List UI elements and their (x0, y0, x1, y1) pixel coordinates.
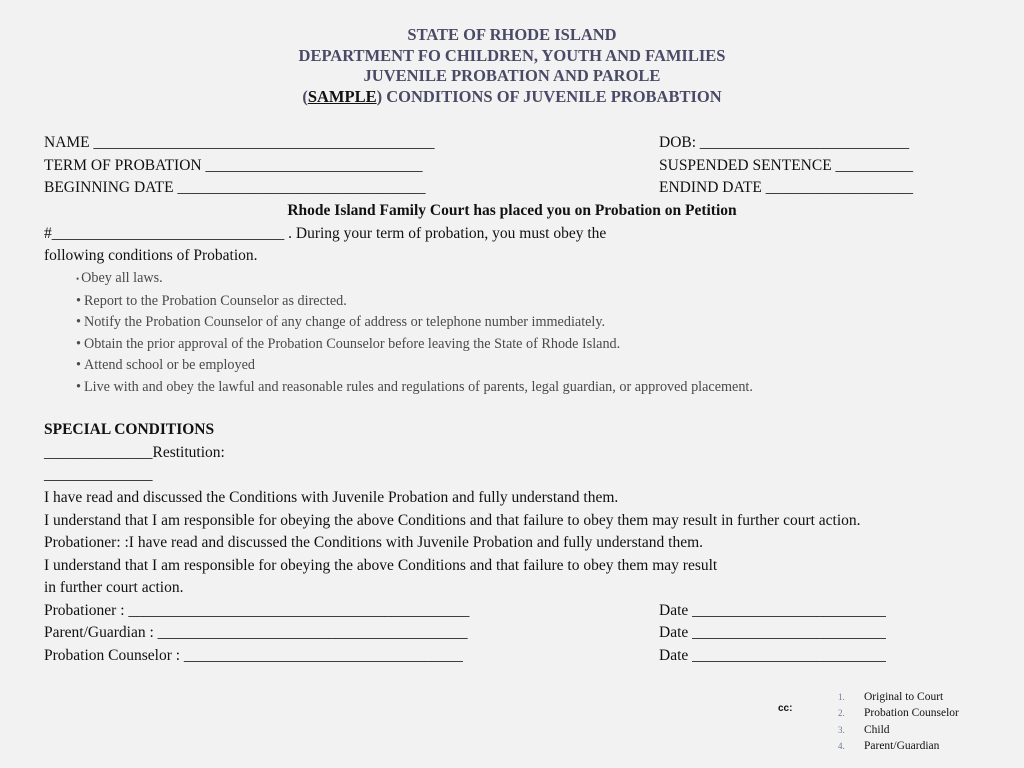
cc-label: cc: (778, 703, 793, 714)
list-item: 4. Parent/Guardian (838, 740, 940, 753)
header-department: DEPARTMENT FO CHILDREN, YOUTH AND FAMILIES (298, 45, 726, 65)
cc-list (838, 689, 959, 755)
document-header (0, 25, 1024, 107)
header-title: (SAMPLE) CONDITIONS OF JUVENILE PROBABTION (302, 86, 722, 106)
list-item: 1. Original to Court (838, 691, 944, 703)
list-item: • Live with and obey the lawful and reasonable rules and regulations of parents, legal guardian, or approved placement. (76, 378, 753, 395)
restitution-field[interactable]: ______________Restitution: (44, 444, 225, 461)
statement-responsible: I understand that I am responsible for obeying the above Conditions and that failure to obey them may result in further court action. (44, 512, 861, 529)
statement-court-action: in further court action. (44, 579, 184, 596)
list-item: • Obey all laws. (76, 270, 163, 286)
list-item: • Report to the Probation Counselor as directed. (76, 292, 347, 309)
counselor-signature-field[interactable]: Probation Counselor : ____________________________________ (44, 647, 463, 664)
dob-field[interactable]: DOB: ___________________________ (659, 134, 910, 151)
parent-date-field[interactable]: Date _________________________ (659, 624, 886, 641)
statement-read: I have read and discussed the Conditions with Juvenile Probation and fully understand them. (44, 489, 619, 506)
list-item: 3. Child (838, 723, 890, 736)
conditions-intro: following conditions of Probation. (44, 247, 258, 264)
sample-word: SAMPLE (307, 86, 377, 106)
list-item: 2. Probation Counselor (838, 707, 959, 720)
special-blank-field[interactable]: ______________ (44, 466, 153, 483)
statement-responsible-2: I understand that I am responsible for obeying the above Conditions and that failure to obey them may result (44, 557, 718, 574)
header-division: JUVENILE PROBATION AND PAROLE (363, 66, 661, 85)
list-item: • Notify the Probation Counselor of any change of address or telephone number immediately. (76, 314, 606, 331)
term-field[interactable]: TERM OF PROBATION ____________________________ (44, 157, 423, 174)
beginning-date-field[interactable]: BEGINNING DATE ________________________________ (44, 179, 426, 196)
petition-line[interactable]: #______________________________ . During your term of probation, you must obey the (44, 225, 607, 242)
court-statement: Rhode Island Family Court has placed you on Probation on Petition (287, 202, 737, 219)
ending-date-field[interactable]: ENDIND DATE ___________________ (659, 179, 914, 196)
list-item: • Obtain the prior approval of the Probation Counselor before leaving the State of Rhode Island. (76, 335, 621, 352)
probationer-signature-field[interactable]: Probationer : ____________________________________________ (44, 602, 470, 619)
name-field[interactable]: NAME ____________________________________________ (44, 134, 435, 151)
probationer-date-field[interactable]: Date _________________________ (659, 602, 886, 619)
suspended-sentence-field[interactable]: SUSPENDED SENTENCE __________ (659, 157, 914, 174)
statement-probationer: Probationer: :I have read and discussed the Conditions with Juvenile Probation and fully understand them. (44, 534, 704, 551)
list-item: • Attend school or be employed (76, 357, 255, 374)
counselor-date-field[interactable]: Date _________________________ (659, 647, 886, 664)
parent-signature-field[interactable]: Parent/Guardian : ________________________________________ (44, 624, 468, 641)
header-state: STATE OF RHODE ISLAND (407, 25, 617, 44)
special-conditions-heading: SPECIAL CONDITIONS (44, 421, 215, 438)
conditions-list (76, 268, 753, 399)
